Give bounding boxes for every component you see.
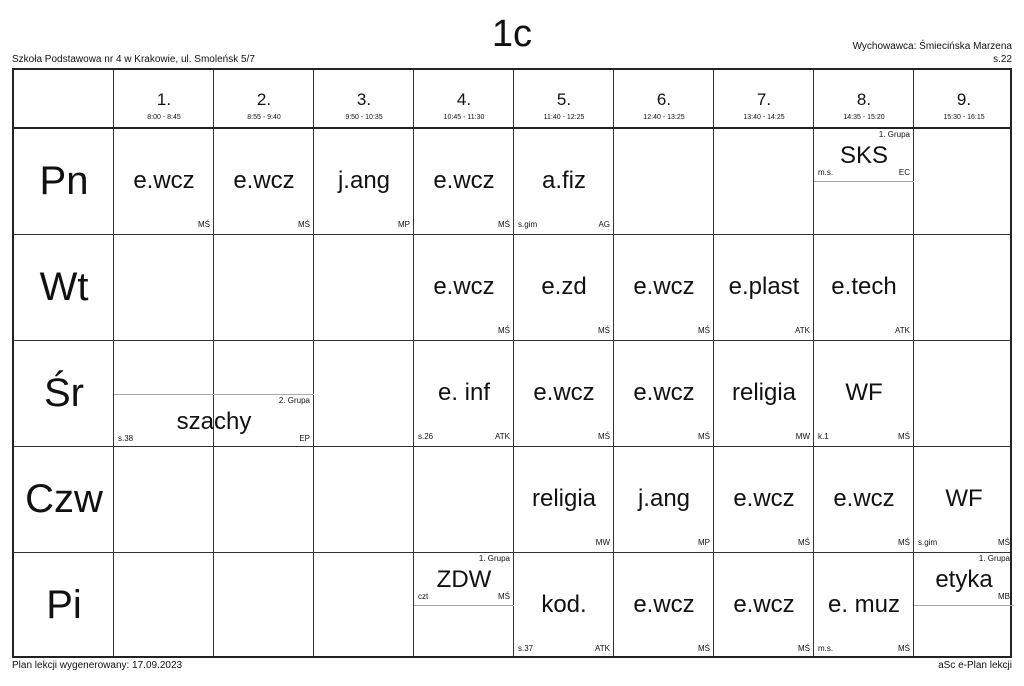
teacher-code: EC (898, 168, 910, 177)
teacher-code: MŚ (598, 432, 610, 441)
lesson-cell (414, 235, 514, 341)
period-number: 9. (956, 90, 972, 109)
period-time: 8:55 - 9:40 (247, 114, 281, 121)
subject-name: e.wcz (133, 167, 195, 194)
period-number: 4. (456, 90, 472, 109)
lesson-cell (814, 447, 914, 553)
subject-name: ZDW (436, 566, 492, 593)
period-number: 7. (756, 90, 772, 109)
lesson-cell (614, 447, 714, 553)
period-header (914, 70, 1014, 128)
lesson-cell (914, 553, 1014, 606)
teacher-code: AG (598, 220, 610, 229)
day-label: Śr (44, 371, 84, 415)
lesson-cell (614, 235, 714, 341)
subject-name: religia (731, 379, 797, 406)
subject-name: a.fiz (541, 167, 586, 194)
room-code: k.1 (818, 432, 829, 441)
teacher-code: MP (698, 538, 710, 547)
teacher-code: ATK (495, 432, 510, 441)
lesson-cell (814, 235, 914, 341)
teacher-code: MŚ (698, 432, 710, 441)
room-code: czt (418, 592, 429, 601)
subject-name: j.ang (637, 485, 691, 512)
teacher-code: ATK (595, 644, 610, 653)
subject-name: e.wcz (633, 273, 695, 300)
period-header (514, 70, 614, 128)
lesson-cell (114, 129, 214, 235)
group-label: 1. Grupa (478, 554, 510, 563)
room-code: m.s. (818, 168, 834, 177)
subject-name: e.zd (541, 273, 587, 300)
lesson-cell (514, 341, 614, 447)
subject-name: j.ang (337, 167, 391, 194)
period-header (814, 70, 914, 128)
subject-name: e.wcz (633, 379, 695, 406)
group-label: 1. Grupa (978, 554, 1010, 563)
teacher-code: MŚ (498, 220, 510, 229)
subject-name: e.wcz (833, 485, 895, 512)
lesson-cell (514, 553, 614, 659)
timetable-grid (12, 68, 1012, 658)
lesson-cell (614, 553, 714, 659)
room-code: s.37 (518, 644, 534, 653)
teacher-code: MŚ (198, 220, 210, 229)
period-header (314, 70, 414, 128)
subject-name: e.wcz (233, 167, 295, 194)
subject-name: WF (845, 379, 883, 406)
room-code: s.gim (918, 538, 938, 547)
lesson-cell (914, 447, 1014, 553)
teacher-code: ATK (795, 326, 810, 335)
lesson-cell (214, 129, 314, 235)
teacher-code: MŚ (898, 644, 910, 653)
period-time: 8:00 - 8:45 (147, 114, 181, 121)
lesson-cell (814, 129, 914, 182)
subject-name: e.wcz (633, 591, 695, 618)
day-label: Czw (25, 477, 103, 521)
period-number: 6. (656, 90, 672, 109)
teacher-code: MŚ (798, 538, 810, 547)
subject-name: etyka (935, 566, 993, 593)
subject-name: e.wcz (533, 379, 595, 406)
period-number: 3. (356, 90, 372, 109)
subject-name: e.tech (831, 273, 897, 300)
subject-name: e.wcz (433, 273, 495, 300)
group-label: 1. Grupa (878, 130, 910, 139)
period-time: 9:50 - 10:35 (345, 114, 383, 121)
software-credit: aSc e-Plan lekcji (938, 660, 1012, 671)
teacher-code: MŚ (698, 644, 710, 653)
teacher-code: MŚ (898, 538, 910, 547)
room-code: s.26 (418, 432, 434, 441)
subject-name: e.wcz (733, 591, 795, 618)
lesson-cell (514, 447, 614, 553)
subject-name: WF (945, 485, 983, 512)
lesson-cell (714, 341, 814, 447)
teacher-code: MŚ (498, 326, 510, 335)
lesson-cell (714, 553, 814, 659)
teacher-code: MŚ (798, 644, 810, 653)
teacher-code: MŚ (298, 220, 310, 229)
period-time: 14:35 - 15:20 (843, 114, 885, 121)
class-title: 1c (491, 13, 533, 55)
period-number: 2. (256, 90, 272, 109)
lesson-cell (814, 341, 914, 447)
subject-name: kod. (541, 591, 587, 618)
period-number: 8. (856, 90, 872, 109)
lesson-cell (714, 235, 814, 341)
subject-name: e.plast (728, 273, 800, 300)
homeroom-room: s.22 (993, 54, 1012, 65)
room-code: s.38 (118, 434, 134, 443)
period-number: 5. (556, 90, 572, 109)
subject-name: e.wcz (433, 167, 495, 194)
subject-name: e. inf (437, 379, 491, 406)
subject-name: szachy (176, 408, 252, 435)
period-header (714, 70, 814, 128)
lesson-cell (514, 129, 614, 235)
lesson-cell (414, 341, 514, 447)
lesson-cell (614, 341, 714, 447)
teacher-code: MŚ (698, 326, 710, 335)
teacher-code: MŚ (598, 326, 610, 335)
teacher-code: MŚ (498, 592, 510, 601)
lesson-cell (314, 129, 414, 235)
lesson-cell (814, 553, 914, 659)
lesson-cell (414, 129, 514, 235)
homeroom-teacher: Wychowawca: Śmiecińska Marzena (852, 41, 1012, 52)
group-label: 2. Grupa (278, 396, 310, 405)
period-time: 10:45 - 11:30 (443, 114, 485, 121)
period-header (214, 70, 314, 128)
period-number: 1. (156, 90, 172, 109)
period-header (114, 70, 214, 128)
homeroom-info (853, 40, 1012, 66)
generated-date: Plan lekcji wygenerowany: 17.09.2023 (12, 660, 183, 671)
teacher-code: MŚ (998, 538, 1010, 547)
school-name: Szkoła Podstawowa nr 4 w Krakowie, ul. Smoleńsk 5/7 (12, 54, 255, 65)
subject-name: e.wcz (733, 485, 795, 512)
teacher-code: MP (398, 220, 410, 229)
teacher-code: MŚ (898, 432, 910, 441)
lesson-cell (114, 394, 314, 447)
subject-name: religia (531, 485, 597, 512)
teacher-code: ATK (895, 326, 910, 335)
period-header (614, 70, 714, 128)
period-time: 15:30 - 16:15 (943, 114, 985, 121)
day-label: Wt (39, 265, 89, 309)
period-time: 13:40 - 14:25 (743, 114, 785, 121)
room-code: s.gim (518, 220, 538, 229)
subject-name: e. muz (827, 591, 901, 618)
lesson-cell (414, 553, 514, 606)
subject-name: SKS (839, 142, 889, 169)
teacher-code: EP (299, 434, 310, 443)
period-header (414, 70, 514, 128)
period-time: 11:40 - 12:25 (543, 114, 585, 121)
period-time: 12:40 - 13:25 (643, 114, 685, 121)
room-code: m.s. (818, 644, 834, 653)
teacher-code: MW (795, 432, 810, 441)
day-label: Pn (39, 159, 89, 203)
day-label: Pi (46, 583, 82, 627)
teacher-code: MB (998, 592, 1010, 601)
lesson-cell (514, 235, 614, 341)
lesson-cell (714, 447, 814, 553)
teacher-code: MW (595, 538, 610, 547)
